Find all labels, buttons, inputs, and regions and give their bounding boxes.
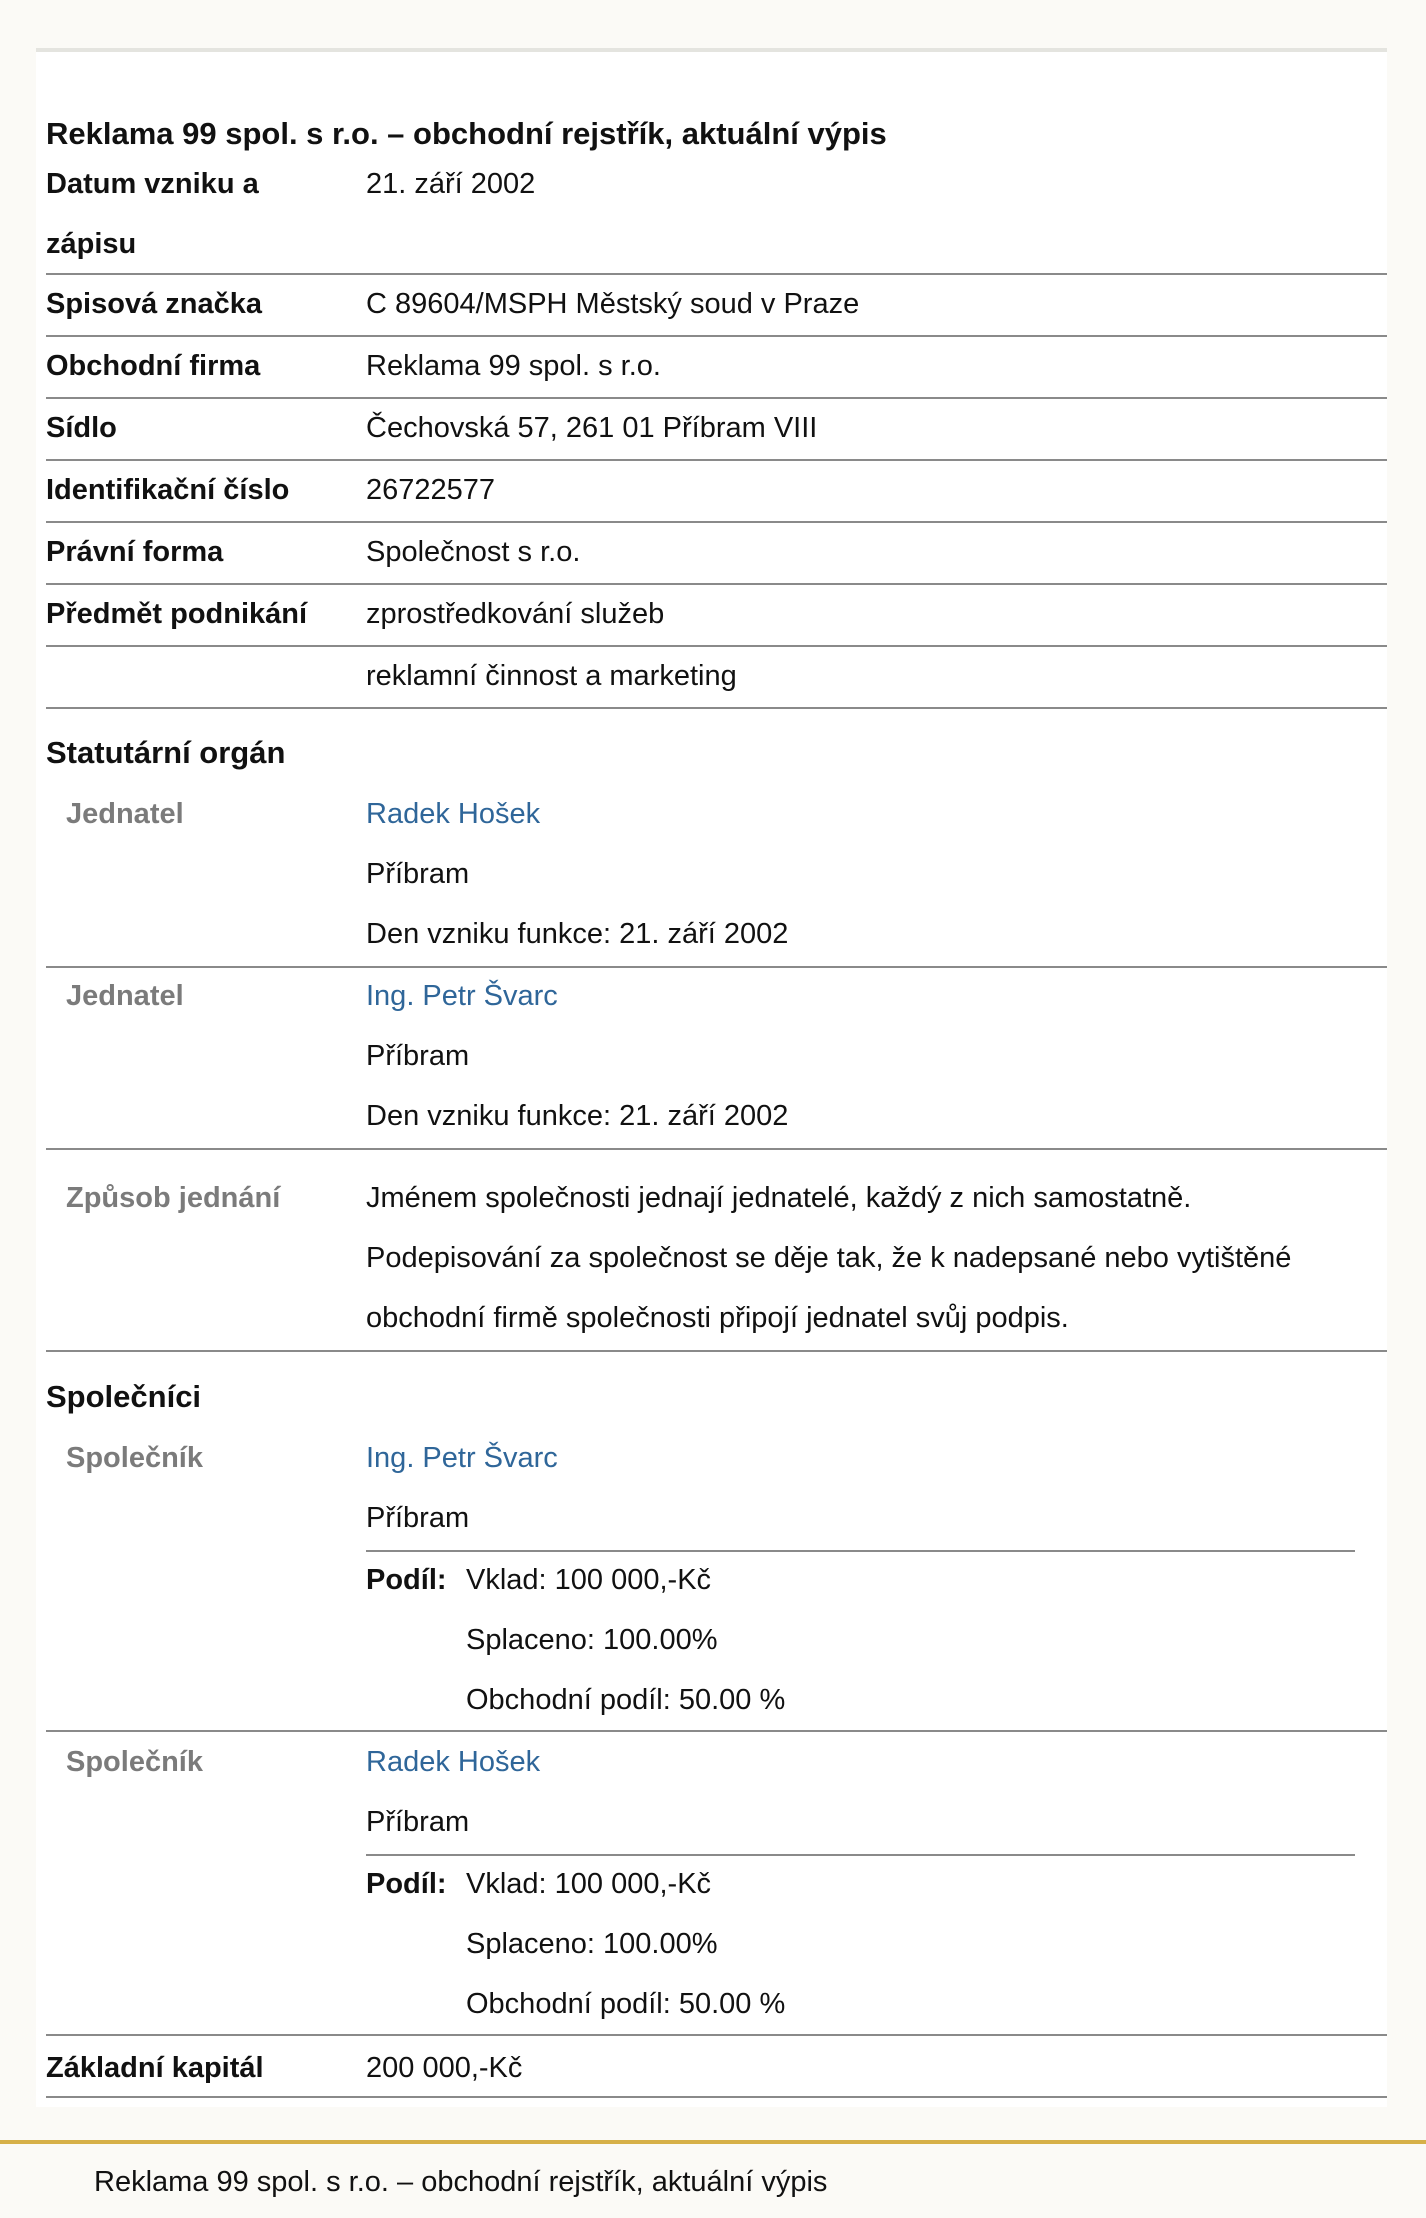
divider [366,1854,1355,1856]
value-obchodni-firma: Reklama 99 spol. s r.o. [366,350,661,382]
label-role: Jednatel [66,980,184,1012]
row-datum-vzniku [46,160,1387,275]
podil-label: Podíl: [366,1868,447,1900]
statutar-jednatel-2 [46,968,1387,1150]
row-obchodni-firma [46,337,1387,399]
row-pravni-forma [46,523,1387,585]
podil-splaceno: Splaceno: 100.00% [466,1928,718,1960]
label-ico: Identifikační číslo [46,474,290,506]
row-predmet-podnikani-2 [46,647,1387,709]
statutar-jednatel-1 [46,782,1387,968]
podil-label: Podíl: [366,1564,447,1596]
value-datum-vzniku: 21. září 2002 [366,168,536,200]
value-predmet-1: zprostředkování služeb [366,598,665,630]
label-datum-vzniku-2: zápisu [46,228,137,260]
row-spisova-znacka [46,275,1387,337]
row-predmet-podnikani [46,585,1387,647]
page-title: Reklama 99 spol. s r.o. – obchodní rejstřík, aktuální výpis [46,116,887,151]
section-spolecnici: Společníci [46,1379,202,1414]
podil-obchodni: Obchodní podíl: 50.00 % [466,1988,786,2020]
row-zakladni-kapital [46,2036,1387,2098]
value-sidlo: Čechovská 57, 261 01 Příbram VIII [366,412,818,444]
label-spisova-znacka: Spisová značka [46,288,262,320]
label-zakladni-kapital: Základní kapitál [46,2052,264,2084]
person-link[interactable]: Ing. Petr Švarc [366,980,558,1012]
label-sidlo: Sídlo [46,412,117,444]
zpusob-line-3: obchodní firmě společnosti připojí jednatel svůj podpis. [366,1302,1069,1334]
value-zakladni-kapital: 200 000,-Kč [366,2052,523,2084]
podil-vklad: Vklad: 100 000,-Kč [466,1564,712,1596]
section-statutarni-organ: Statutární orgán [46,735,286,770]
value-spisova-znacka: C 89604/MSPH Městský soud v Praze [366,288,860,320]
value-ico: 26722577 [366,474,496,506]
label-obchodni-firma: Obchodní firma [46,350,261,382]
footer-title: Reklama 99 spol. s r.o. – obchodní rejstřík, aktuální výpis [94,2166,828,2198]
podil-splaceno: Splaceno: 100.00% [466,1624,718,1656]
person-city: Příbram [366,1806,470,1838]
label-pravni-forma: Právní forma [46,536,224,568]
row-ico [46,461,1387,523]
podil-obchodni: Obchodní podíl: 50.00 % [466,1684,786,1716]
person-city: Příbram [366,1502,470,1534]
divider [366,1550,1355,1552]
person-city: Příbram [366,1040,470,1072]
label-zpusob-jednani: Způsob jednání [66,1182,281,1214]
value-pravni-forma: Společnost s r.o. [366,536,581,568]
label-role: Společník [66,1746,203,1778]
row-zpusob-jednani [46,1150,1387,1352]
person-link[interactable]: Ing. Petr Švarc [366,1442,558,1474]
zpusob-line-1: Jménem společnosti jednají jednatelé, každý z nich samostatně. [366,1182,1192,1214]
label-datum-vzniku-1: Datum vzniku a [46,168,259,200]
label-predmet-podnikani: Předmět podnikání [46,598,308,630]
function-since: Den vzniku funkce: 21. září 2002 [366,918,789,950]
footer-bar [0,2140,1426,2218]
label-role: Společník [66,1442,203,1474]
function-since: Den vzniku funkce: 21. září 2002 [366,1100,789,1132]
person-link[interactable]: Radek Hošek [366,798,541,830]
person-link[interactable]: Radek Hošek [366,1746,541,1778]
person-city: Příbram [366,858,470,890]
row-sidlo [46,399,1387,461]
label-role: Jednatel [66,798,184,830]
zpusob-line-2: Podepisování za společnost se děje tak, že k nadepsané nebo vytištěné [366,1242,1292,1274]
value-predmet-2: reklamní činnost a marketing [366,660,737,692]
podil-vklad: Vklad: 100 000,-Kč [466,1868,712,1900]
